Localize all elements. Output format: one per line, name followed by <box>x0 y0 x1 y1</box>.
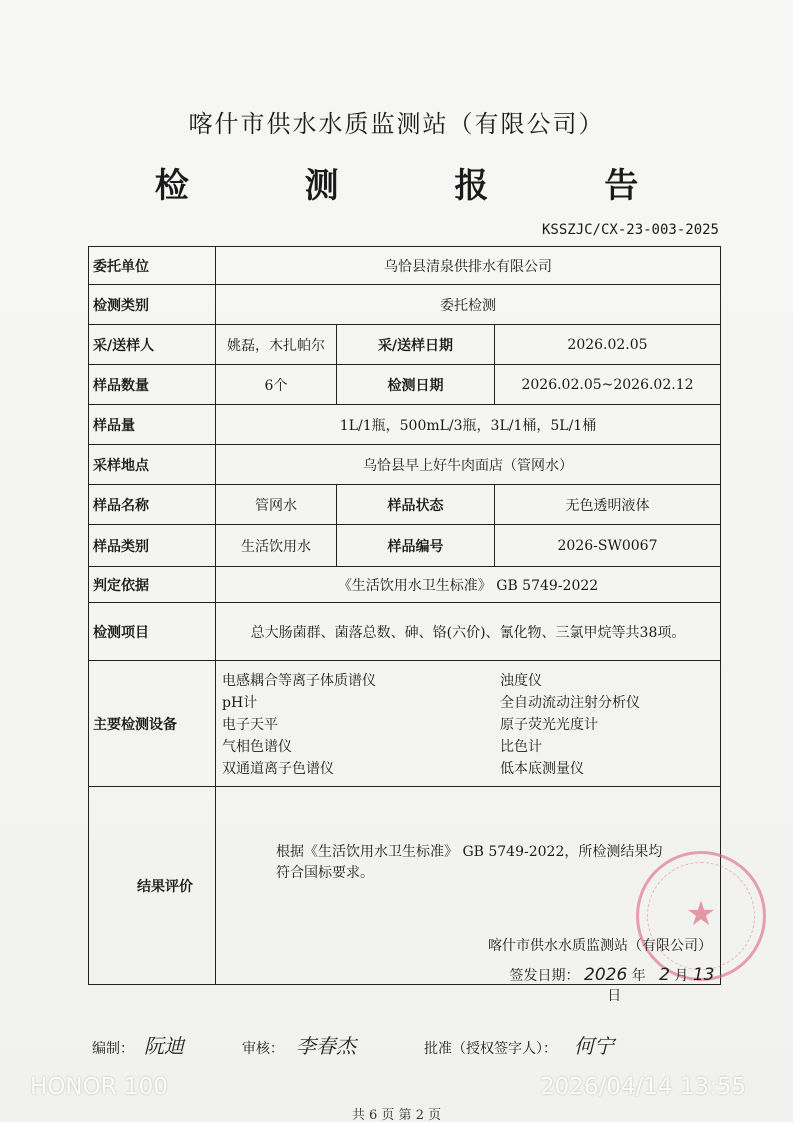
equipment-item: 电感耦合等离子体质谱仪 <box>222 672 376 689</box>
evaluation-text: 根据《生活饮用水卫生标准》 GB 5749-2022，所检测结果均符合国标要求。 <box>276 844 663 881</box>
row-sampler <box>89 325 721 365</box>
compiler-label: 编制： <box>92 1041 134 1057</box>
row-client <box>89 247 721 285</box>
quantity-label: 样品数量 <box>89 365 216 405</box>
row-sample-category <box>89 525 721 567</box>
items-value: 总大肠菌群、菌落总数、砷、铬(六价)、氰化物、三氯甲烷等共38项。 <box>216 603 721 661</box>
page-footer: 共 6 页 第 2 页 <box>351 1108 442 1122</box>
approver-signature: 何宁 <box>574 1034 614 1058</box>
row-quantity <box>89 365 721 405</box>
test-type-label: 检测类别 <box>89 285 216 325</box>
seal-star-icon: ★ <box>685 894 717 934</box>
camera-device-watermark: HONOR 100 <box>30 1074 168 1100</box>
row-basis <box>89 567 721 603</box>
compiler-signature: 阮迪 <box>144 1034 184 1058</box>
reviewer-label: 审核： <box>242 1041 284 1057</box>
sample-date-label: 采/送样日期 <box>337 325 495 365</box>
issue-month: 2 <box>659 965 670 985</box>
doc-title: 检 测 报 告 <box>154 166 691 206</box>
sample-name-value: 管网水 <box>216 485 337 525</box>
org-title: 喀什市供水水质监测站（有限公司） <box>188 110 605 138</box>
signature-line <box>92 1030 712 1062</box>
equipment-cell <box>216 661 721 787</box>
items-label: 检测项目 <box>89 603 216 661</box>
equipment-list <box>220 666 716 782</box>
equipment-item: 低本底测量仪 <box>500 760 584 777</box>
test-date-value: 2026.02.05~2026.02.12 <box>495 365 721 405</box>
row-evaluation <box>89 787 721 985</box>
sample-category-value: 生活饮用水 <box>216 525 337 567</box>
issue-day: 13 <box>692 965 715 985</box>
row-location <box>89 445 721 485</box>
evaluation-label: 结果评价 <box>89 787 216 985</box>
reviewer-signature: 李春杰 <box>296 1034 356 1058</box>
equipment-item: 双通道离子色谱仪 <box>222 760 334 777</box>
evaluation-cell <box>216 787 721 1004</box>
test-date-label: 检测日期 <box>337 365 495 405</box>
sample-category-label: 样品类别 <box>89 525 216 567</box>
basis-value: 《生活饮用水卫生标准》 GB 5749-2022 <box>216 567 721 603</box>
equipment-item: pH计 <box>222 694 258 711</box>
sample-state-label: 样品状态 <box>337 485 495 525</box>
client-label: 委托单位 <box>89 247 216 285</box>
document-number: KSSZJC/CX-23-003-2025 <box>541 222 719 238</box>
camera-timestamp-watermark: 2026/04/14 13:55 <box>540 1074 747 1100</box>
sample-date-value: 2026.02.05 <box>495 325 721 365</box>
equipment-item: 浊度仪 <box>500 672 542 689</box>
location-label: 采样地点 <box>89 445 216 485</box>
report-table <box>88 246 721 1004</box>
equipment-item: 气相色谱仪 <box>222 738 292 755</box>
location-value: 乌恰县早上好牛肉面店（管网水） <box>216 445 721 485</box>
issue-year: 2026 <box>584 965 628 985</box>
sample-no-value: 2026-SW0067 <box>495 525 721 567</box>
issue-year-unit: 年 <box>631 968 646 984</box>
issue-date-label: 签发日期： <box>509 968 580 984</box>
row-volume <box>89 405 721 445</box>
quantity-value: 6个 <box>216 365 337 405</box>
row-test-type <box>89 285 721 325</box>
sample-state-value: 无色透明液体 <box>495 485 721 525</box>
equipment-item: 电子天平 <box>222 716 278 733</box>
basis-label: 判定依据 <box>89 567 216 603</box>
volume-label: 样品量 <box>89 405 216 445</box>
evaluation-org: 喀什市供水水质监测站（有限公司） <box>488 938 712 954</box>
row-items <box>89 603 721 661</box>
test-type-value: 委托检测 <box>216 285 721 325</box>
sampler-value: 姚磊，木扎帕尔 <box>216 325 337 365</box>
sample-name-label: 样品名称 <box>89 485 216 525</box>
issue-day-unit: 日 <box>607 988 622 1004</box>
client-value: 乌恰县清泉供排水有限公司 <box>216 247 721 285</box>
row-sample-name <box>89 485 721 525</box>
equipment-item: 比色计 <box>500 738 542 755</box>
equipment-label: 主要检测设备 <box>89 661 216 787</box>
approver-label: 批准（授权签字人）： <box>424 1041 557 1057</box>
sampler-label: 采/送样人 <box>89 325 216 365</box>
volume-value: 1L/1瓶，500mL/3瓶，3L/1桶，5L/1桶 <box>216 405 721 445</box>
equipment-item: 原子荧光光度计 <box>500 716 598 733</box>
issue-month-unit: 月 <box>674 968 689 984</box>
issue-date <box>504 965 720 1005</box>
row-equipment <box>89 661 721 787</box>
equipment-item: 全自动流动注射分析仪 <box>500 694 640 711</box>
sample-no-label: 样品编号 <box>337 525 495 567</box>
